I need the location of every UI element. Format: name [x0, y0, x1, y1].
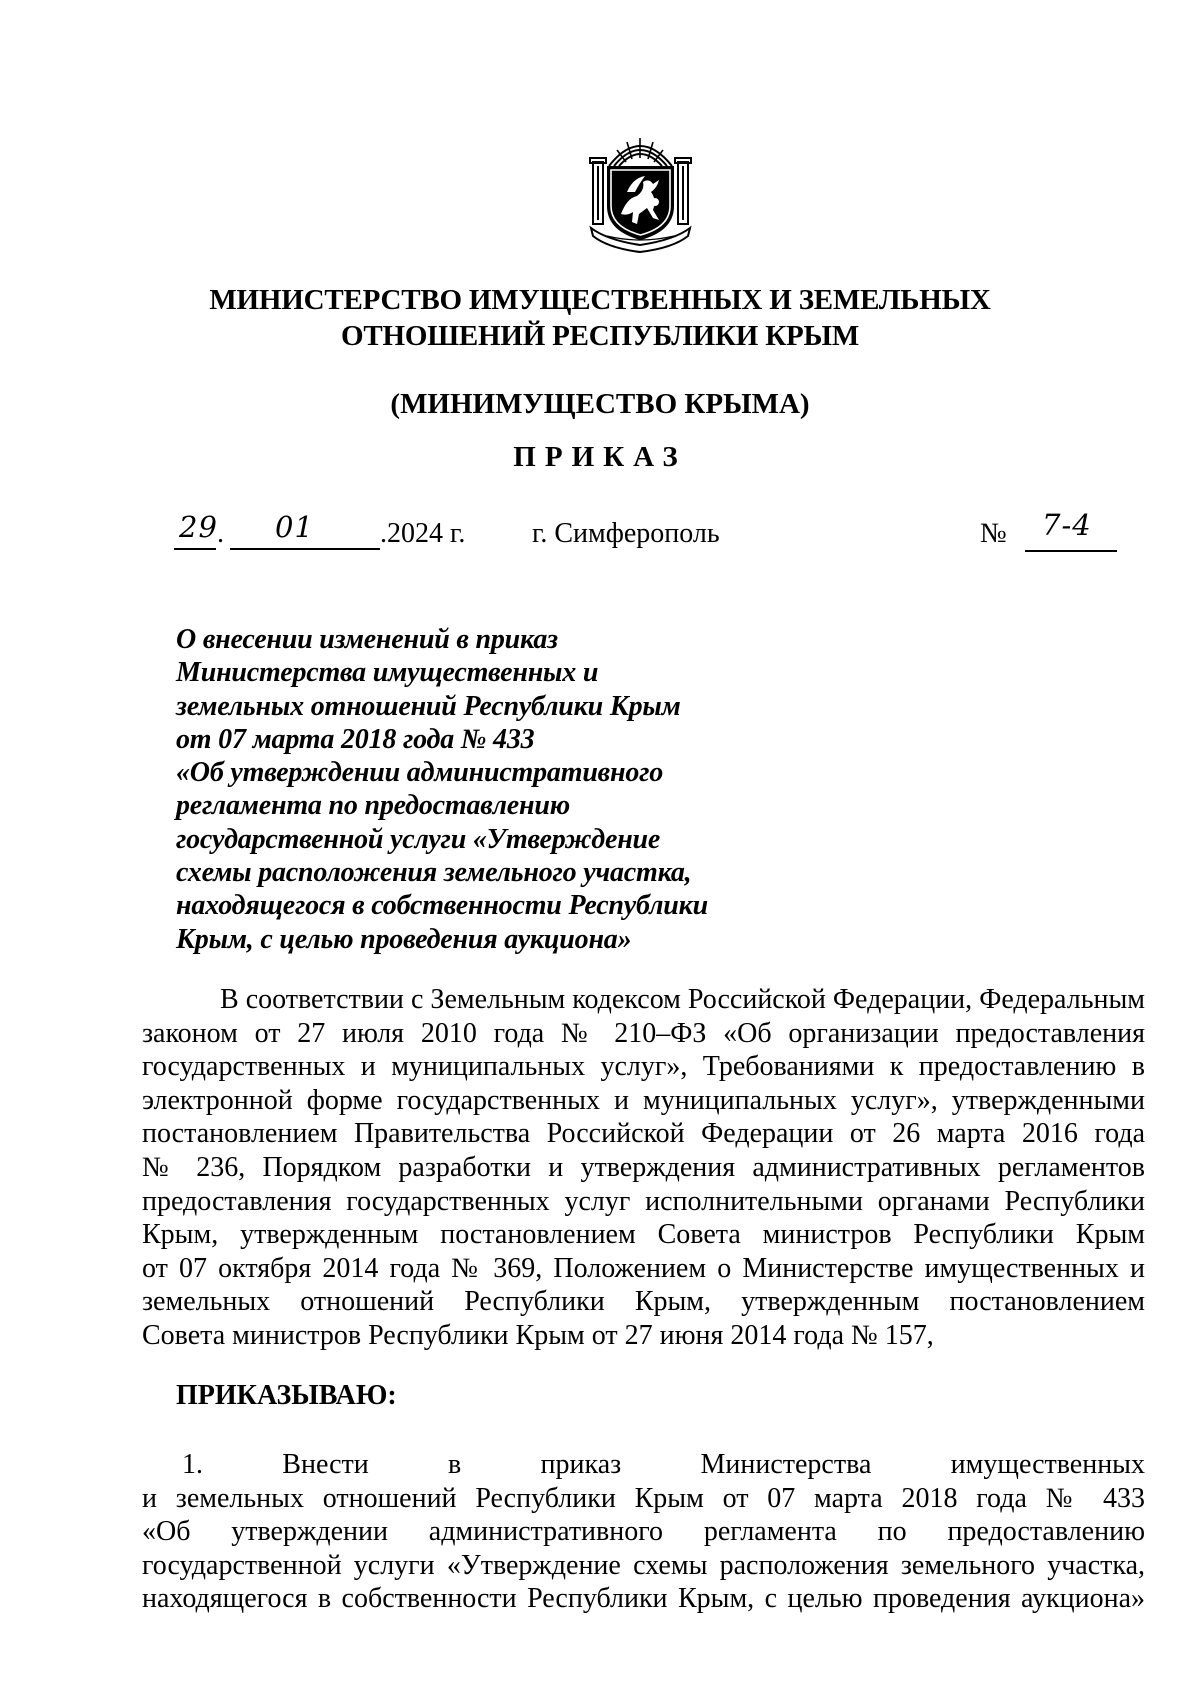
preamble-line: предоставления государственных услуг исполнительными органами Республики [142, 1185, 1145, 1217]
subject-line: земельных отношений Республики Крым [176, 690, 681, 722]
preamble-line: земельных отношений Республики Крым, утвержденным постановлением [142, 1286, 1145, 1318]
document-number-handwritten: 7-4 [1042, 508, 1092, 542]
ministry-name-line1: МИНИСТЕРСТВО ИМУЩЕСТВЕННЫХ И ЗЕМЕЛЬНЫХ [209, 284, 991, 316]
document-number-sign: № [980, 518, 1007, 549]
item-line: государственной услуги «Утверждение схемы расположения земельного участка, [142, 1549, 1145, 1581]
preamble-line: законом от 27 июля 2010 года № 210–ФЗ «Об организации предоставления [142, 1017, 1145, 1049]
preamble-line: Крым, утвержденным постановлением Совета министров Республики Крым [142, 1219, 1145, 1251]
ministry-name-line2: ОТНОШЕНИЙ РЕСПУБЛИКИ КРЫМ [340, 320, 859, 352]
subject-line: Крым, с целью проведения аукциона» [176, 923, 632, 955]
date-month-handwritten: 01 [275, 510, 314, 544]
document-subject [176, 623, 736, 956]
preamble-line: государственных и муниципальных услуг», Требованиями к предоставлению в [142, 1051, 1145, 1083]
date-day-handwritten: 29 [179, 510, 218, 544]
subject-line: находящегося в собственности Республики [176, 890, 709, 922]
preamble-line: от 07 октября 2014 года № 369, Положением о Министерстве имущественных и [142, 1252, 1145, 1284]
date-day-field [175, 510, 218, 556]
subject-line: Министерства имущественных и [176, 657, 599, 689]
ministry-name [0, 282, 1200, 354]
subject-line: «Об утверждении административного [176, 757, 664, 789]
subject-line: схемы расположения земельного участка, [176, 857, 692, 889]
date-day-underline [174, 548, 216, 550]
subject-line: от 07 марта 2018 года № 433 [176, 723, 535, 755]
preamble-line: Совета министров Республики Крым от 27 июня 2014 года № 157, [142, 1319, 934, 1351]
preamble-line: электронной форме государственных и муниципальных услуг», утвержденными [142, 1084, 1145, 1116]
item-line: и земельных отношений Республики Крым от 07 марта 2018 года № 433 [142, 1482, 1145, 1514]
preamble-line: № 236, Порядком разработки и утверждения административных регламентов [142, 1151, 1145, 1183]
date-month-underline [230, 548, 380, 550]
preamble-paragraph [142, 983, 1145, 1353]
order-item-1 [142, 1448, 1145, 1616]
document-type-title: ПРИКАЗ [513, 441, 687, 473]
item-line: находящегося в собственности Республики Крым, с целью проведения аукциона» [142, 1583, 1145, 1615]
coat-of-arms-emblem [587, 128, 694, 253]
subject-line: регламента по предоставлению [176, 790, 570, 822]
order-word-heading: ПРИКАЗЫВАЮ: [176, 1380, 397, 1411]
date-separator: . [217, 518, 224, 549]
date-year: .2024 г. [380, 518, 466, 549]
item-line: 1. Внести в приказ Министерства имущественных [182, 1449, 1145, 1480]
document-city: г. Симферополь [532, 518, 720, 549]
item-line: «Об утверждении административного регламента по предоставлению [142, 1516, 1145, 1548]
subject-line: О внесении изменений в приказ [176, 624, 558, 655]
subject-line: государственной услуги «Утверждение [176, 823, 661, 855]
preamble-line: постановлением Правительства Российской Федерации от 26 марта 2016 года [142, 1118, 1145, 1150]
document-number-underline [1025, 550, 1117, 552]
ministry-short-name: (МИНИМУЩЕСТВО КРЫМА) [390, 388, 810, 420]
preamble-line: В соответствии с Земельным кодексом Российской Федерации, Федеральным [220, 984, 1145, 1015]
